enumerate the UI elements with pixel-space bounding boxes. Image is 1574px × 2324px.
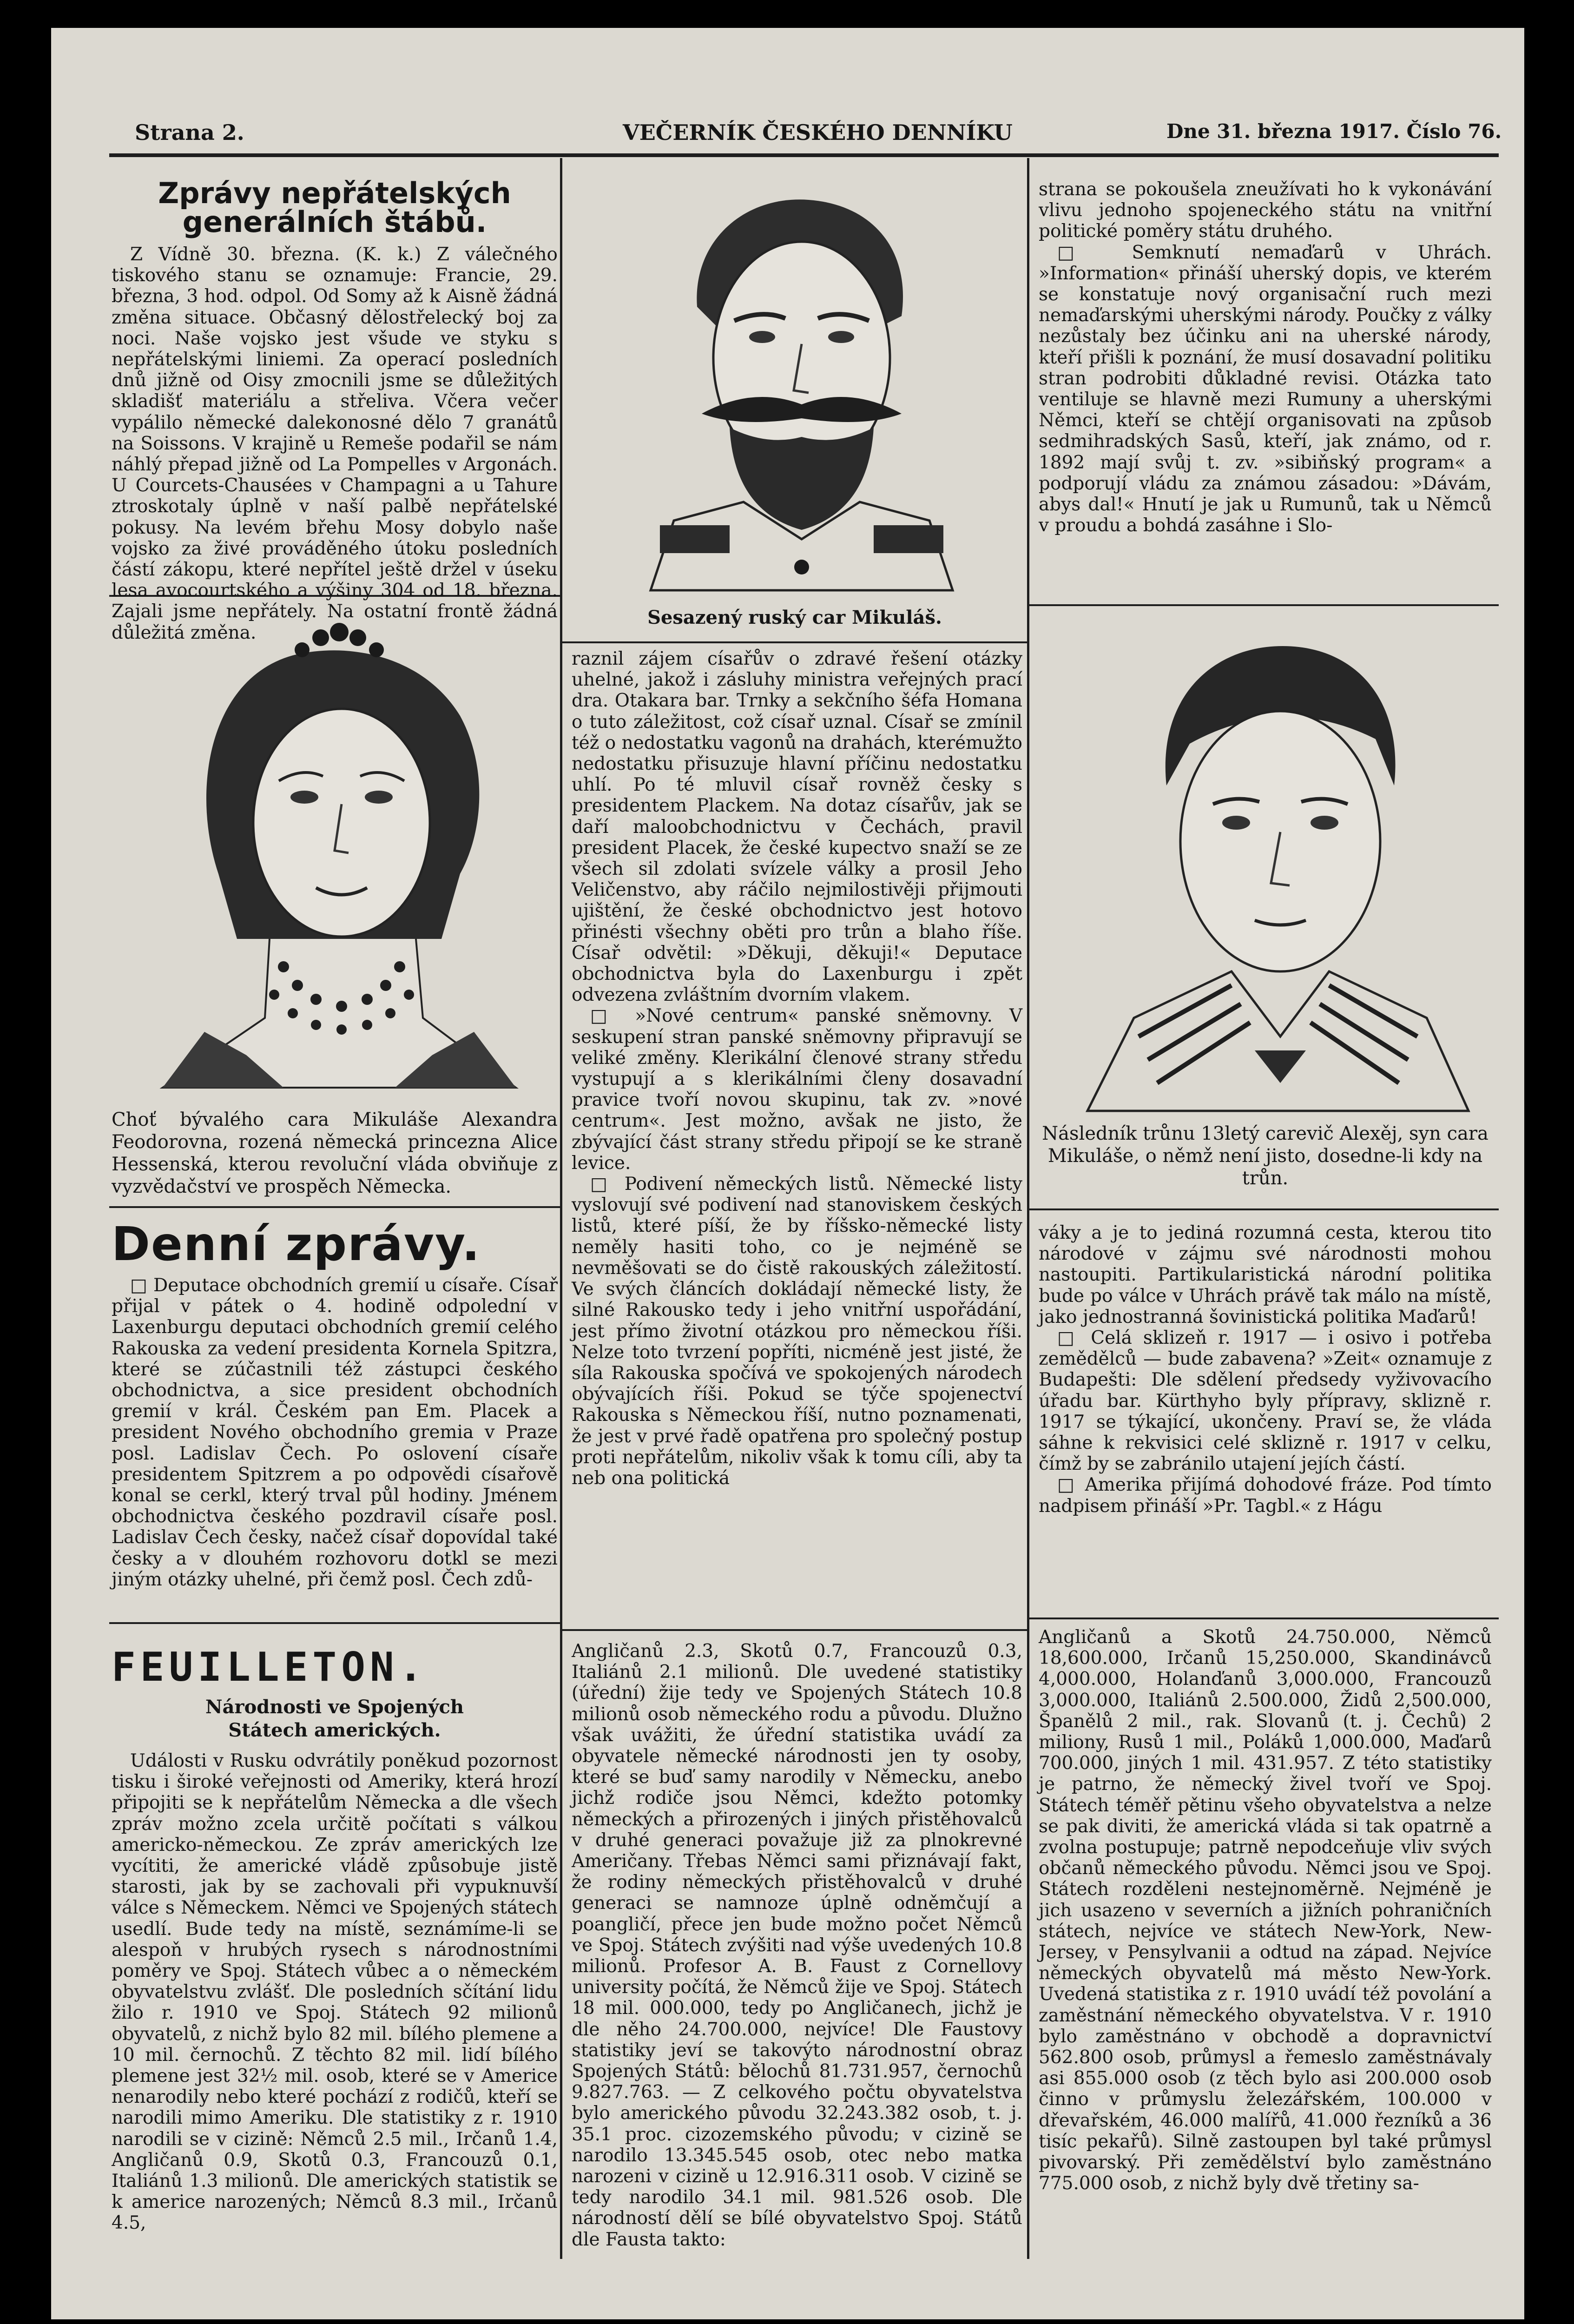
column-rule-1	[560, 158, 562, 2259]
america-text	[1039, 1474, 1492, 1516]
non-magyars-body: Semknutí nemaďarů v Uhrách. »Information« přináší uherský dopis, ve kterém se konstatuje nový organisační ruch mezi nemaďarskými uherskými národy. Poučky z války nezůstaly bez účinku ani na uherské národy, kteří přišli k poznání, že musí dosavadní politiku stran podrobiti důkladné revisi. Otázka tato ventiluje se hlavně mezi Rumuny a uherskými Němci, kteří se chtějí organisovati na způsob sedmihradských Sasů, kteří, jak známo, od r. 1892 mají svůj t. zv. »sibiňský program« a podporují vládu za známou zásadou: »Dávám, abys dal!« Hnutí je jak u Rumunů, tak u Němců v proudu a bohdá zasáhne i Slo-	[1039, 242, 1492, 536]
rule-col2-a	[562, 641, 1027, 643]
tsar-portrait	[623, 186, 976, 590]
german-papers-body: Podivení německých listů. Německé listy vyslovují své podivení nad stanoviskem českých listů, které píší, že by říšsko-německé listy neměly hasiti toho, co je nejméně se nevměšovati se do čistě rakouských záležitostí. Ve svých článcích dokládají německé listy, že silné Rakousko tedy i jeho vnitřní uspořádání, jest přímo životní otázkou pro německou říši. Nelze toto tvrzení popříti, nicméně jest jisté, že síla Rakouska spočívá ve spokojených národech obývajících říši. Pokud se týče spojenectví Rakouska s Německou říší, nutno poznamenati, že jest v prvé řadě opatřena pro společný postup proti nepřátelům, nikoliv však k tomu cíli, aby ta neb ona politická	[572, 1174, 1022, 1489]
slovaks-continuation: váky a je to jediná rozumná cesta, kterou tito národové v zájmu své národnosti mohou nastoupiti. Partikularistická národní politika bude po válce v Uhrách právě tak málo na místě, jako jednostranná šovinistická politika Maďarů!	[1039, 1222, 1492, 1327]
feuilleton-text-3: Angličanů a Skotů 24.750.000, Němců 18,600.000, Irčanů 15,250.000, Skandinávců 4,000.000, Holanďanů 3,000.000, Francouzů 3,000.000, Italiánů 2.500.000, Židů 2,500.000, Španělů 2 mil., rak. Slovanů (t. j. Čechů) 2 miliony, Rusů 1 mil., Poláků 1,000.000, Maďarů 700.000, jiných 1 mil. 431.957. Z této statistiky je patrno, že německý živel tvoří ve Spoj. Státech téměř pětinu všeho obyvatelstva a nelze se pak diviti, že americká vláda si tak opatrně a zvolna postupuje; patrně nepodceňuje vliv svých občanů německého původu. Němci jsou ve Spoj. Státech rozděleni nestejnoměrně. Nejméně je jich usazeno v severních a jižních pohraničních státech, nejvíce ve státech New-York, New-Jersey, v Pensylvanii a odtud na západ. Nejvíce německých obyvatelů má město New-York. Uvedená statistika z r. 1910 uvádí též povolání a zaměstnání německého obyvatelstva. V r. 1910 bylo zaměstnáno v obchodě a dopravnictví 562.800 osob, průmysl a řemeslo zaměstnávaly asi 855.000 osob (z těch bylo asi 200.000 osob činno v průmyslu železářském, 100.000 v dřevařském, 46.000 malířů, 41.000 řezníků a 36 tisíc pekařů). Silně zastoupen byl také průmysl pivovarský. Při zemědělství bylo zaměstnáno 775.000 osob, z nichž byly dvě třetiny sa-	[1039, 1627, 1492, 2194]
deputation-body: Deputace obchodních gremií u císaře. Císař přijal v pátek o 4. hodině odpolední v Laxenburgu deputaci obchodních gremií celého Rakouska za vedení presidenta Kornela Spitzra, které se zúčastnili též zástupci českého obchodnictva, a sice president obchodních gremií v král. Českém pan Em. Placek a president Nového obchodního gremia v Praze posl. Ladislav Čech. Po oslovení císaře presidentem Spitzrem a po odpovědi císařově konal se cerkl, který trval půl hodiny. Jménem obchodnictva českého pozdravil císaře posl. Ladislav Čech česky, načež císař dopovídal také česky a v dlouhém rozhovoru dotkl se mezi jiným otázky uhelné, při čemž posl. Čech zdů-	[112, 1275, 558, 1590]
war-report-text: Z Vídně 30. března. (K. k.) Z válečného tiskového stanu se oznamuje: Francie, 29. března, 3 hod. odpol. Od Somy až k Aisně žádná změna situace. Občasný dělostřelecký boj za noci. Naše vojsko jest všude ve styku s nepřátelskými liniemi. Za operací posledních dnů jižně od Oisy zmocnili jsme se důležitých skladišť materiálu a střeliva. Včera večer vypálilo německé dalekonosné dělo 7 granátů na Soissons. V krajině u Remeše podařil se nám náhlý přepad jižně od La Pompelles v Argonách. U Courcets-Chausées v Champagni a u Tahure ztroskotaly úplně v naší palbě nepřátelské pokusy. Na levém břehu Mosy dobylo naše vojsko za živé prováděného útoku posledních částí zákopu, které nepřítel ještě držel v úseku lesa avocourtského a výšiny 304 od 18. března. Zajali jsme nepřátely. Na ostatní frontě žádná důležitá změna.	[112, 244, 558, 643]
feuilleton-text-1: Události v Rusku odvrátily poněkud pozornost tisku i široké veřejnosti od Ameriky, která hrozí připojiti se k nepřátelům Německa a dle všech zpráv možno zcela určitě počítati s válkou americko-německou. Ze zpráv amerických lze vycítiti, že americké vládě způsobuje jistě starosti, jak by se zachovali při vypuknuvší válce s Německem. Němci ve Spojených státech usedlí. Bude tedy na místě, seznámíme-li se alespoň v hrubých rysech s národnostními poměry ve Spoj. Státech vůbec a o německém obyvatelstvu zvlášť. Dle posledních sčítání lidu žilo r. 1910 ve Spoj. Státech 92 milionů obyvatelů, z nichž bylo 82 mil. bílého plemene a 10 mil. černochů. Z těchto 82 mil. lidí bílého plemene jest 32½ mil. osob, které se v Americe nenarodily nebo které pochází z rodičů, kteří se narodili mimo Ameriku. Dle statistiky z r. 1910 narodili se v cizině: Němců 2.5 mil., Irčanů 1.4, Angličanů 0.9, Skotů 0.3, Francouzů 0.1, Italiánů 1.3 milionů. Dle amerických statistik se k americe narozených; Němců 8.3 mil., Irčanů 4.5,	[112, 1750, 558, 2234]
page-number: Strana 2.	[135, 120, 244, 145]
rule-col2-b	[562, 1629, 1027, 1631]
feuilleton-subtitle: Národnosti ve Spojených Státech amerických.	[205, 1696, 464, 1741]
feuilleton-col2	[572, 1641, 1022, 2259]
coal-text: raznil zájem císařův o zdravé řešení otázky uhelné, jakož i zásluhy ministra veřejných prací dra. Otakara bar. Trnky a sekčního šéfa Homana o tuto záležitost, což císař uznal. Císař se zmínil též o nedostatku vagonů na drahách, kterémužto nedostatku přisuzuje hlavní příčinu nedostatku uhlí. Po té mluvil císař rovněž česky s presidentem Plackem. Na dotaz císařův, jak se daří maloobchodnictvu v Čechách, pravil president Placek, že české kupectvo snaží se ze všech sil zdolati svízele války a prosil Jeho Veličenstvo, aby ráčilo nejmilostivěji přijmouti ujištění, že české obchodnictvo jest hotovo přinésti všechny oběti pro trůn a blaho říše. Císař odvětil: »Děkuji, děkuji!« Deputace obchodnictva byla do Laxenburgu i zpět odvezena zvláštním dvorním vlakem.	[572, 648, 1022, 1006]
deputation-text	[112, 1275, 558, 1590]
bullet-square-icon: □	[590, 1174, 613, 1195]
america-body: Amerika přijímá dohodové fráze. Pod tímto nadpisem přináší »Pr. Tagbl.« z Hágu	[1039, 1474, 1492, 1517]
bullet-square-icon: □	[1057, 1474, 1077, 1496]
new-centre-text	[572, 1005, 1022, 1174]
col1-daily-news	[112, 1217, 558, 1620]
feuilleton-col1	[112, 1645, 558, 2259]
rule-col1-c	[109, 1622, 560, 1624]
tsarevich-portrait	[1078, 618, 1478, 1111]
masthead: VEČERNÍK ČESKÉHO DENNÍKU	[623, 120, 1013, 145]
col1-war-report	[112, 176, 558, 643]
tsar-engraving-image	[623, 186, 976, 590]
rule-col3-a	[1029, 604, 1499, 606]
daily-news-heading: Denní zprávy.	[112, 1217, 481, 1271]
col3-continuation: strana se pokoušela zneužívati ho k vykonávání vlivu jednoho spojeneckého státu na vnitřní politické poměry státu druhého.	[1039, 179, 1492, 242]
non-magyars-text	[1039, 242, 1492, 536]
german-papers-text	[572, 1174, 1022, 1489]
tsarevich-caption: Následník trůnu 13letý carevič Alexěj, syn cara Mikuláše, o němž není jisto, dosedne-li kdy na trůn.	[1042, 1123, 1488, 1189]
bullet-square-icon: □	[1057, 1327, 1080, 1349]
col3-text-top	[1039, 179, 1492, 597]
harvest-body: Celá sklizeň r. 1917 — i osivo i potřeba zemědělců — bude zabavena? »Zeit« oznamuje z Budapešti: Dle sdělení předsedy vyživovacího úřadu bar. Kürthyho byly přípravy, sklizně r. 1917 se týkající, ukončeny. Praví se, že vláda sáhne k rekvisici celé sklizně r. 1917 v celku, čímž by se zabránilo utajení jejích částí.	[1039, 1327, 1492, 1475]
feuilleton-heading: FEUILLETON.	[112, 1644, 428, 1690]
new-centre-body: »Nové centrum« panské sněmovny. V seskupení stran panské sněmovny připravují se veliké změny. Klerikální členové strany středu vystupují a s klerikálními členy dosavadní pravice tvoří novou skupinu, tak zv. »nové centrum«. Jest možno, avšak ne jisto, že zbývající část strany středu připojí se ke straně levice.	[572, 1005, 1022, 1174]
rule-col1-b	[109, 1206, 560, 1208]
bullet-square-icon: □	[590, 1005, 619, 1027]
header-rule	[109, 153, 1499, 157]
feuilleton-col3	[1039, 1627, 1492, 2259]
tsarevich-engraving-image	[1078, 618, 1478, 1111]
war-report-headline: Zprávy nepřátelských generálních štábů.	[158, 176, 511, 239]
rule-col3-c	[1029, 1618, 1499, 1619]
empress-caption: Choť bývalého cara Mikuláše Alexandra Feodorovna, rozená německá princezna Alice Hessenská, kterou revoluční vláda obviňuje z vyzvědačství ve prospěch Německa.	[112, 1109, 558, 1197]
col2-text	[572, 648, 1022, 1624]
tsar-caption: Sesazený ruský car Mikuláš.	[647, 607, 942, 628]
bullet-square-icon: □	[130, 1275, 148, 1296]
harvest-text	[1039, 1327, 1492, 1474]
feuilleton-text-2: Angličanů 2.3, Skotů 0.7, Francouzů 0.3, Italiánů 2.1 milionů. Dle uvedené statistiky (úřední) žije tedy ve Spojených Státech 10.8 milionů osob německého rodu a původu. Dlužno však uvážiti, že úřední statistika uvádí za obyvatele německé národnosti jen ty osoby, které se buď samy narodily v Německu, anebo jichž rodiče jsou Němci, kdežto potomky německých a přirozených i jiných přistěhovalců v druhé generaci považuje již za plnokrevné Američany. Třebas Němci sami přiznávají fakt, že rodiny německých přistěhovalců v druhé generaci se namnoze úplně odněmčují a poangličí, přece jen bude možno počet Němců ve Spoj. Státech zvýšiti nad výše uvedených 10.8 milionů. Profesor A. B. Faust z Cornellovy university počítá, že Němců žije ve Spoj. Státech 18 mil. 000.000, tedy po Angličanech, jichž je dle něho 24.700.000, nejvíce! Dle Faustovy statistiky jeví se takovýto národnostní obraz Spojených Států: bělochů 81.731.957, černochů 9.827.763. — Z celkového počtu obyvatelstva bylo amerického původu 32.243.382 osob, t. j. 35.1 proc. cizozemského původu; v cizině se narodilo 13.345.545 osob, otec nebo matka narozeni v cizině u 12.916.311 osob. V cizině se tedy narodilo 34.1 mil. 981.526 osob. Dle národností dělí se bílé obyvatelstvo Spoj. Států dle Fausta takto:	[572, 1641, 1022, 2250]
empress-engraving-image	[163, 614, 516, 1088]
rule-col3-b	[1029, 1208, 1499, 1210]
col3-text-bottom	[1039, 1222, 1492, 1618]
empress-portrait	[163, 614, 516, 1088]
issue-date: Dne 31. března 1917. Číslo 76.	[1166, 120, 1502, 143]
bullet-square-icon: □	[1057, 242, 1100, 263]
